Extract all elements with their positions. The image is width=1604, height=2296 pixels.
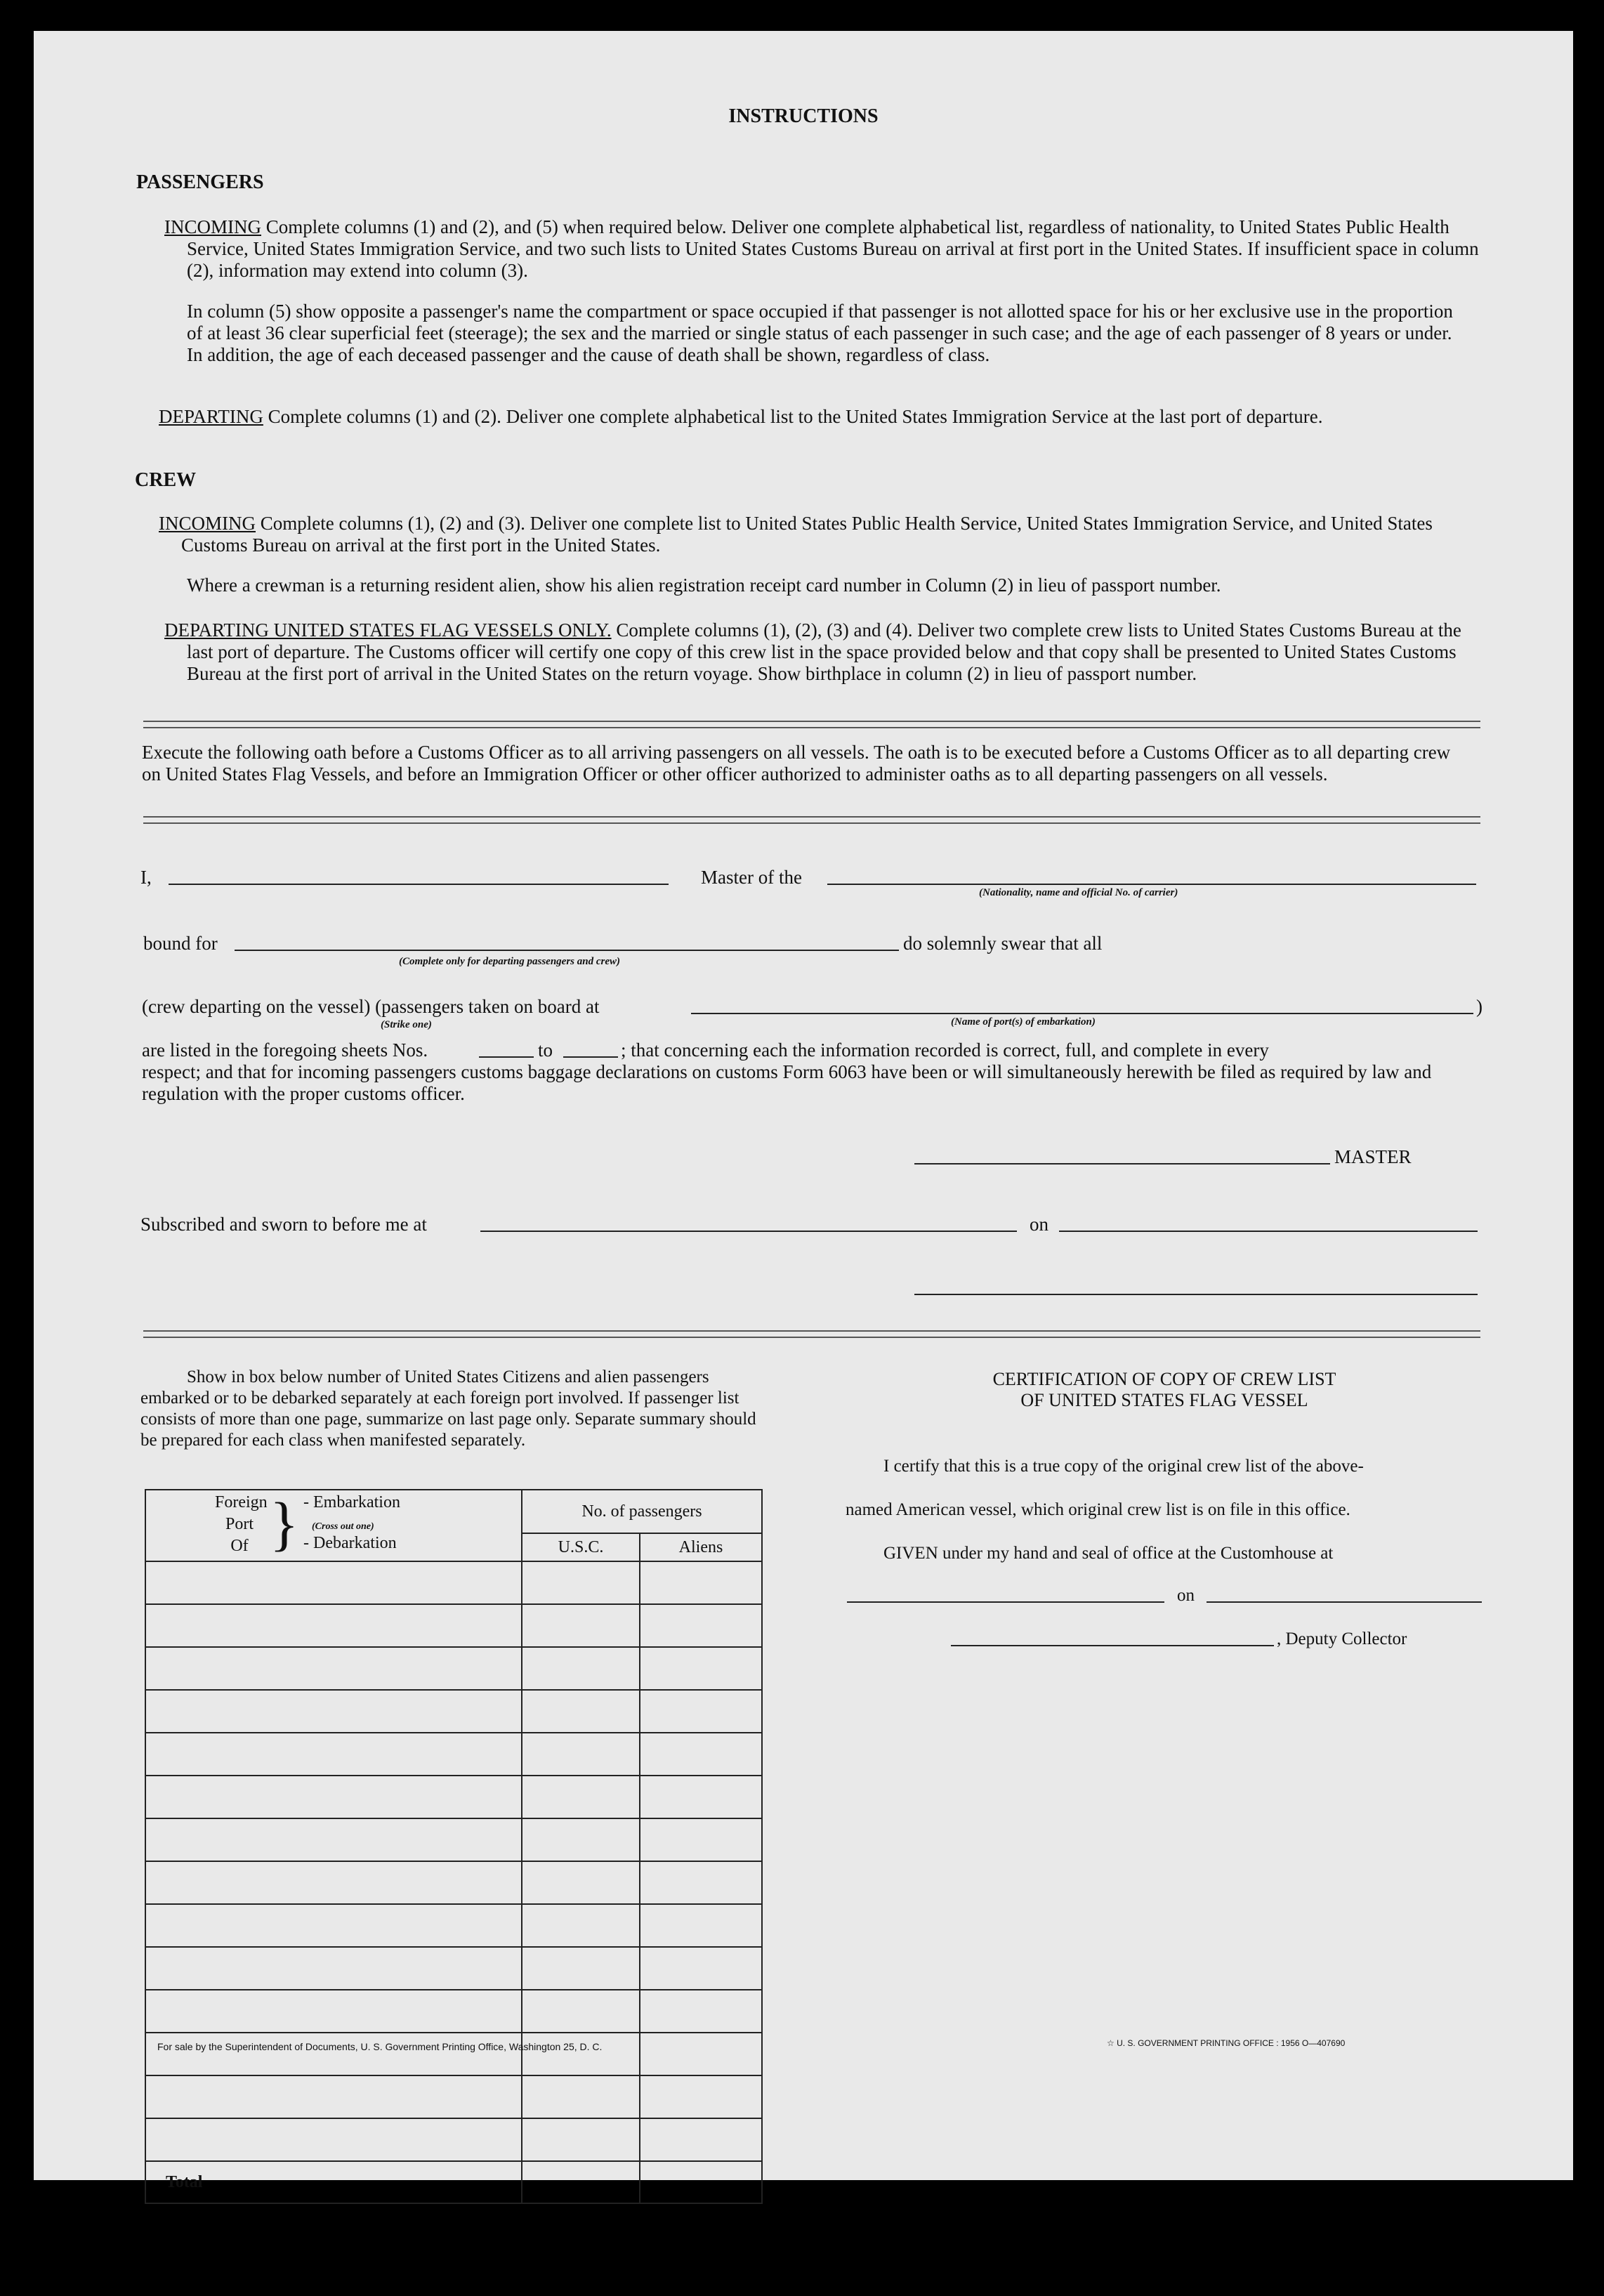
crew-flag-vessels-paragraph (164, 619, 1476, 685)
close-paren: ) (1476, 996, 1483, 1017)
divider-rule (143, 721, 1480, 728)
header-debarkation: - Debarkation (303, 1534, 397, 1552)
oath-i-label: I, (140, 867, 152, 888)
certification-title-line1: CERTIFICATION OF COPY OF CREW LIST (992, 1369, 1336, 1389)
oath-body-rest: respect; and that for incoming passengers customs baggage declarations on customs Form 6063 have been or will simultaneously herewith be filed as required by law and regulation with the proper customs officer. (142, 1061, 1432, 1104)
oath-master-of-label: Master of the (701, 867, 802, 888)
header-port: Port (225, 1515, 254, 1533)
divider-rule (143, 816, 1480, 824)
passengers-departing-label: DEPARTING (159, 406, 263, 427)
crew-heading: CREW (135, 469, 197, 491)
sworn-date-field[interactable] (1059, 1231, 1478, 1232)
table-row (145, 1904, 762, 1947)
oath-instruction: Execute the following oath before a Customs Officer as to all arriving passengers on all vessels. The oath is to be executed before a Customs Officer as to all departing crew on United States Flag Vessels, and before an Immigration Officer or other officer authorized to administer oaths as to all departing passengers on all vessels. (142, 742, 1451, 785)
table-row (145, 1733, 762, 1776)
crew-incoming-paragraph (159, 513, 1480, 556)
passengers-departing-paragraph (159, 406, 1480, 428)
crew-incoming-label: INCOMING (159, 513, 256, 534)
oath-bound-for-label: bound for (143, 933, 218, 954)
master-name-field[interactable] (169, 884, 669, 885)
embarkation-port-field[interactable] (691, 1013, 1473, 1014)
passengers-incoming-text: Complete columns (1) and (2), and (5) when required below. Deliver one complete alphabetical list, regardless of nationality, to United States Public Health Service, United States Immigration Service, and two such lists to United States Customs Bureau on arrival at first port in the United States. If insufficient space in column (2), information may extend into column (3). (187, 216, 1479, 281)
header-foreign: Foreign (215, 1493, 268, 1511)
footer-sale-notice: For sale by the Superintendent of Documents, U. S. Government Printing Office, Washington 25, D. C. (157, 2041, 603, 2052)
table-row (145, 1990, 762, 2033)
table-row (145, 1690, 762, 1733)
table-row (145, 2033, 762, 2075)
passengers-departing-text: Complete columns (1) and (2). Deliver one complete alphabetical list to the United States Immigration Service at the last port of departure. (268, 406, 1323, 427)
embarkation-caption: (Name of port(s) of embarkation) (951, 1016, 1096, 1028)
subscribed-label: Subscribed and sworn to before me at (140, 1214, 427, 1235)
table-row (145, 2075, 762, 2118)
aliens-header: Aliens (640, 1533, 762, 1561)
bound-for-field[interactable] (235, 950, 899, 951)
header-embarkation: - Embarkation (303, 1493, 400, 1511)
divider-rule (143, 1330, 1480, 1338)
table-row (145, 1647, 762, 1690)
no-of-passengers-header: No. of passengers (522, 1490, 762, 1533)
cert-date-field[interactable] (1207, 1601, 1482, 1603)
customhouse-field[interactable] (847, 1601, 1164, 1603)
document-page (34, 31, 1573, 2191)
sworn-on-label: on (1030, 1214, 1048, 1235)
summary-instructions: Show in box below number of United States Citizens and alien passengers embarked or to be debarked separately at each foreign port involved. If passenger list consists of more than one page, summarize on last page only. Separate summary should be prepared for each class when manifested separately. (140, 1367, 756, 1450)
page-title: INSTRUCTIONS (728, 105, 879, 127)
given-line: GIVEN under my hand and seal of office at the Customhouse at (883, 1544, 1334, 1563)
master-signature-field[interactable] (914, 1163, 1330, 1165)
passengers-incoming-label: INCOMING (164, 216, 261, 237)
strike-caption: (Strike one) (381, 1019, 432, 1030)
crew-incoming-text: Complete columns (1), (2) and (3). Deliver one complete list to United States Public Health Service, United States Immigration Service, and United States Customs Bureau on arrival at the first port in the United States. (181, 513, 1433, 556)
passengers-column5-paragraph: In column (5) show opposite a passenger's name the compartment or space occupied if that passenger is not allotted space for his or her exclusive use in the proportion of at least 36 clear superficial feet (steerage); the sex and the married or single status of each passenger in such case; and the age of each passenger of 8 years or under. In addition, the age of each deceased passenger and the cause of death shall be shown, regardless of class. (187, 301, 1453, 365)
header-of: Of (230, 1537, 249, 1555)
deputy-collector-label: , Deputy Collector (1277, 1629, 1407, 1648)
crew-flag-vessels-text: Complete columns (1), (2), (3) and (4). Deliver two complete crew lists to United States Customs Bureau at the last port of departure. The Customs officer will certify one copy of this crew list in the space provided below and that copy shall be presented to United States Customs Bureau at the first port of arrival in the United States on the return voyage. Show birthplace in column (2) in lieu of passport number. (187, 619, 1461, 684)
passengers-heading: PASSENGERS (136, 171, 264, 193)
sworn-place-field[interactable] (480, 1231, 1017, 1232)
table-row (145, 1604, 762, 1647)
certify-line1: I certify that this is a true copy of the original crew list of the above- (883, 1457, 1364, 1476)
certification-title-line2: OF UNITED STATES FLAG VESSEL (1020, 1390, 1308, 1410)
sheets-suffix: ; that concerning each the information recorded is correct, full, and complete in every (621, 1039, 1269, 1061)
footer-gpo-notice: ☆ U. S. GOVERNMENT PRINTING OFFICE : 1956 O—407690 (1107, 2038, 1346, 2048)
table-row (145, 1561, 762, 1604)
table-row (145, 1818, 762, 1861)
deputy-collector-signature-field[interactable] (951, 1645, 1274, 1646)
carrier-field[interactable] (827, 884, 1476, 885)
table-row (145, 1776, 762, 1818)
certify-line2: named American vessel, which original crew list is on file in this office. (846, 1500, 1350, 1519)
sheets-prefix: are listed in the foregoing sheets Nos. (142, 1039, 428, 1061)
usc-header: U.S.C. (522, 1533, 640, 1561)
sheet-to-field[interactable] (563, 1056, 618, 1058)
bound-caption: (Complete only for departing passengers and crew) (399, 956, 620, 967)
table-row (145, 1861, 762, 1904)
nationality-caption: (Nationality, name and official No. of carrier) (979, 887, 1178, 898)
oath-swear-label: do solemnly swear that all (903, 933, 1103, 954)
officer-signature-field[interactable] (914, 1294, 1478, 1295)
master-label: MASTER (1334, 1146, 1412, 1167)
total-row (145, 2161, 762, 2203)
total-label: Total (145, 2161, 522, 2203)
crew-resident-alien-text: Where a crewman is a returning resident alien, show his alien registration receipt card number in Column (2) in lieu of passport number. (187, 575, 1221, 596)
table-row (145, 1947, 762, 1990)
crew-flag-vessels-label: DEPARTING UNITED STATES FLAG VESSELS ONLY. (164, 619, 612, 641)
passengers-incoming-paragraph (164, 216, 1480, 282)
sheets-to: to (538, 1039, 553, 1061)
cert-on-label: on (1177, 1586, 1195, 1605)
sheet-from-field[interactable] (479, 1056, 534, 1058)
foreign-port-header: Foreign Port Of } - Embarkation (Cross out one) - Debarkation (145, 1490, 522, 1561)
oath-crew-departing-label: (crew departing on the vessel) (passengers taken on board at (142, 996, 600, 1017)
header-cross-out: (Cross out one) (312, 1521, 374, 1532)
table-row (145, 2118, 762, 2161)
passenger-summary-table (145, 1489, 763, 2204)
